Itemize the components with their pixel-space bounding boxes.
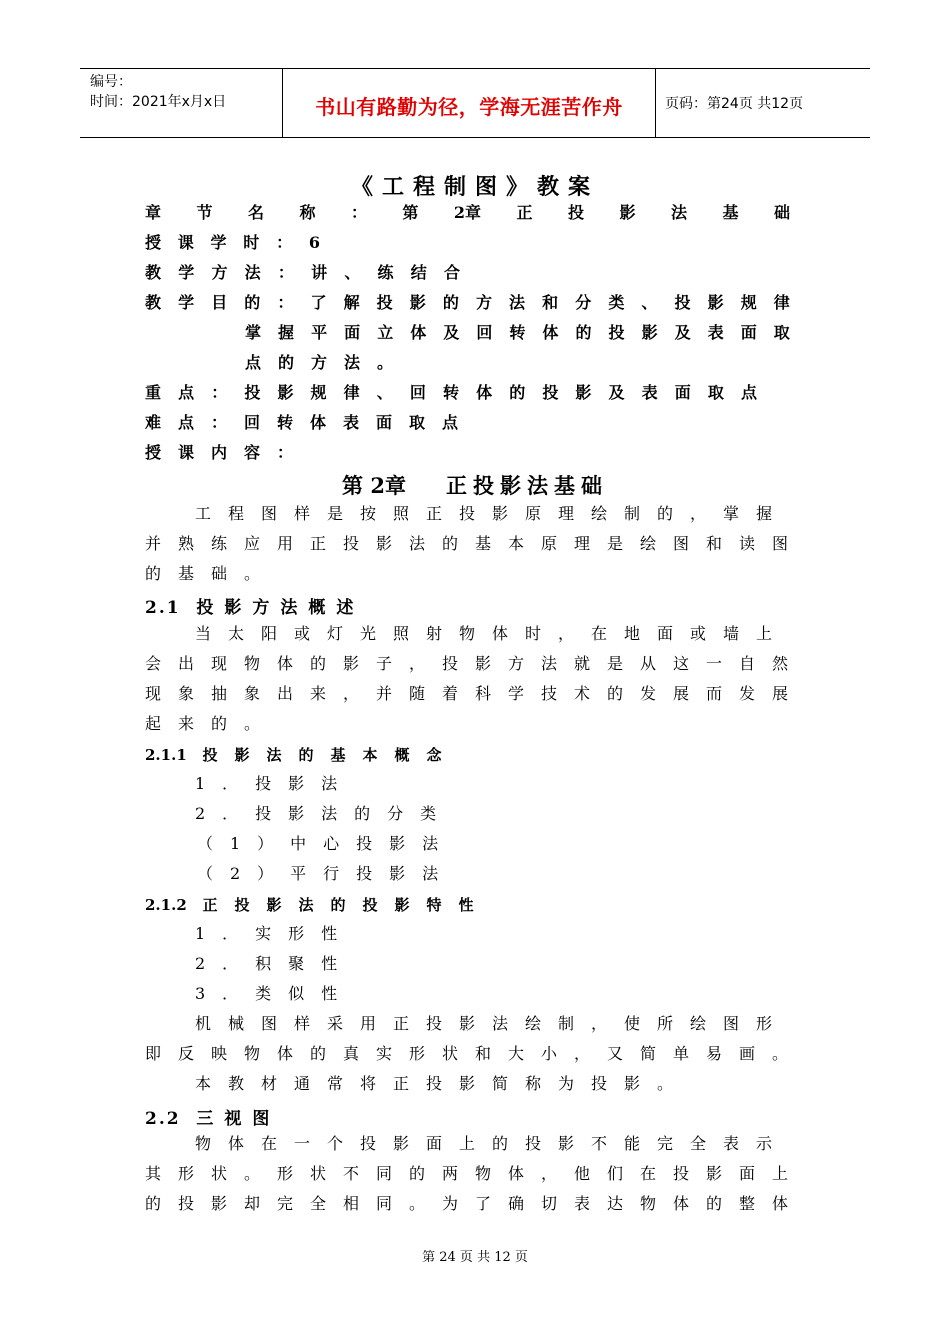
text-char: 时 (243, 233, 260, 252)
text-char: 的 (509, 383, 526, 402)
text-char: 和 (542, 293, 559, 312)
goal-line-3: 点的方法。 (245, 353, 411, 372)
text-char: 规 (310, 383, 327, 402)
text-char: 解 (343, 293, 360, 312)
time-label: 时间：2021年x月x日 (90, 94, 227, 110)
text-char: 第 (402, 203, 419, 222)
text-char: 类 (608, 293, 625, 312)
section-number: 2.1.2 (145, 896, 187, 914)
text-char: 、 (344, 263, 361, 282)
text-char: 律 (343, 383, 360, 402)
text-char: 体 (542, 323, 559, 342)
intro-line-2: 并熟练应用正投影法的基本原理是绘图和读图 (145, 534, 806, 553)
text-char: 平 (311, 323, 328, 342)
text-char: 法 (244, 263, 261, 282)
text-char: 6 (308, 233, 320, 252)
sec-2-2-line-3: 的投影却完全相同。为了确切表达物体的整体 (145, 1194, 806, 1213)
text-char: 投 (244, 383, 261, 402)
text-char: 表 (641, 383, 658, 402)
list-item: （2）平行投影法 (197, 864, 456, 883)
sec-2-1-2-para-line-2: 即反映物体的真实形状和大小，又简单易画。 (145, 1044, 806, 1063)
text-char: 了 (310, 293, 327, 312)
sec-2-1-line-1: 当太阳或灯光照射物体时，在地面或墙上 (195, 624, 790, 643)
difficulty-line: 难点：回转体表面取点 (145, 413, 476, 432)
text-char: 方 (475, 293, 492, 312)
text-char: 投 (542, 383, 559, 402)
section-title: 投影法的基本概念 (202, 746, 459, 764)
text-char: 讲 (311, 263, 328, 282)
text-char: 及 (674, 323, 691, 342)
list-item: 1．投影法 (195, 774, 355, 793)
text-char: 目 (211, 293, 228, 312)
text-char: 面 (740, 323, 757, 342)
chapter-heading (0, 470, 950, 500)
text-char: 影 (619, 203, 636, 222)
text-char: 体 (476, 383, 493, 402)
text-char: 点 (178, 383, 195, 402)
text-char: 规 (740, 293, 757, 312)
text-char: 练 (377, 263, 394, 282)
text-char: ： (276, 233, 293, 252)
text-char: 法 (670, 203, 687, 222)
chapter-number: 第 2章 (342, 473, 406, 498)
section-title: 正投影法的投影特性 (202, 896, 491, 914)
text-char: 及 (608, 383, 625, 402)
text-char: 的 (244, 293, 261, 312)
text-char: ： (277, 293, 294, 312)
text-char: 投 (608, 323, 625, 342)
text-char: 投 (376, 293, 393, 312)
method-line (145, 261, 460, 285)
section-2-2-heading (145, 1104, 280, 1129)
header-left-cell (80, 69, 282, 137)
section-title: 投影方法概述 (196, 598, 365, 618)
text-char: 教 (145, 293, 162, 312)
text-char: ： (350, 203, 367, 222)
text-char: 正 (516, 203, 533, 222)
text-char: 基 (722, 203, 739, 222)
list-item: 3．类似性 (195, 984, 355, 1003)
text-char: 学 (210, 233, 227, 252)
motto: 书山有路勤为径，学海无涯苦作舟 (315, 95, 623, 119)
text-char: 章 (145, 203, 162, 222)
text-char: 回 (409, 383, 426, 402)
text-char: 投 (568, 203, 585, 222)
text-char: 法 (509, 293, 526, 312)
page-footer: 第 24 页 共 12 页 (422, 1250, 528, 1265)
sec-2-1-2-para-line-1: 机械图样采用正投影法绘制，使所绘图形 (195, 1014, 790, 1033)
text-char: 影 (707, 293, 724, 312)
text-char: 体 (410, 323, 427, 342)
chapter-name-line (145, 201, 790, 225)
intro-line-1: 工程图样是按照正投影原理绘制的，掌握 (195, 504, 790, 523)
text-char: 投 (674, 293, 691, 312)
text-char: 课 (177, 233, 194, 252)
list-item: （1）中心投影法 (197, 834, 456, 853)
section-2-1-1-heading (145, 744, 458, 765)
chapter-title: 正投影法基础 (445, 473, 608, 498)
sec-2-1-line-3: 现象抽象出来，并随着科学技术的发展而发展 (145, 684, 806, 703)
text-char: 取 (707, 383, 724, 402)
text-char: 及 (443, 323, 460, 342)
page-code: 页码：第24页 共12页 (665, 96, 804, 112)
sec-2-2-line-1: 物体在一个投影面上的投影不能完全表示 (195, 1134, 790, 1153)
text-char: 教 (145, 263, 162, 282)
text-char: 掌 (245, 323, 262, 342)
text-char: 的 (575, 323, 592, 342)
text-char: 的 (442, 293, 459, 312)
sec-2-1-line-4: 起来的。 (145, 714, 278, 733)
hours-line (145, 231, 320, 255)
text-char: 回 (476, 323, 493, 342)
text-char: 影 (641, 323, 658, 342)
text-char: 影 (575, 383, 592, 402)
text-char: 转 (509, 323, 526, 342)
text-char: 取 (773, 323, 790, 342)
text-char: 2章 (453, 203, 482, 222)
section-2-1-heading (145, 593, 364, 618)
header-table (80, 68, 870, 138)
section-number: 2.2 (145, 1109, 181, 1129)
text-char: 授 (145, 233, 162, 252)
section-number: 2.1.1 (145, 746, 187, 764)
keypoint-line (145, 381, 757, 405)
goal-line-2 (245, 321, 790, 345)
text-char: 点 (740, 383, 757, 402)
text-char: ： (211, 383, 228, 402)
text-char: 合 (443, 263, 460, 282)
text-char: 面 (344, 323, 361, 342)
text-char: 分 (575, 293, 592, 312)
text-char: 转 (442, 383, 459, 402)
number-label: 编号： (90, 74, 132, 90)
header-right-cell (655, 69, 870, 137)
section-number: 2.1 (145, 598, 181, 618)
text-char: 学 (178, 263, 195, 282)
section-2-1-2-heading (145, 894, 490, 915)
sec-2-1-2-para-line-3: 本教材通常将正投影简称为投影。 (195, 1074, 691, 1093)
text-char: 学 (178, 293, 195, 312)
text-char: 方 (211, 263, 228, 282)
text-char: 影 (277, 383, 294, 402)
header-motto-cell (282, 69, 656, 137)
text-char: 础 (773, 203, 790, 222)
text-char: 影 (409, 293, 426, 312)
list-item: 1．实形性 (195, 924, 355, 943)
sec-2-2-line-2: 其形状。形状不同的两物体，他们在投影面上 (145, 1164, 806, 1183)
text-char: 名 (247, 203, 264, 222)
text-char: 、 (376, 383, 393, 402)
text-char: 称 (299, 203, 316, 222)
text-char: 表 (707, 323, 724, 342)
text-char: 面 (674, 383, 691, 402)
goal-line-1 (145, 291, 790, 315)
text-char: 立 (377, 323, 394, 342)
text-char: 结 (410, 263, 427, 282)
text-char: 握 (278, 323, 295, 342)
list-item: 2．积聚性 (195, 954, 355, 973)
content-label: 授课内容： (145, 443, 311, 462)
text-char: 节 (196, 203, 213, 222)
text-char: 律 (773, 293, 790, 312)
text-char: 重 (145, 383, 162, 402)
intro-line-3: 的基础。 (145, 564, 278, 583)
list-item: 2．投影法的分类 (195, 804, 454, 823)
text-char: ： (277, 263, 294, 282)
doc-title: 《工程制图》教案 (350, 174, 599, 200)
section-title: 三视图 (196, 1109, 281, 1129)
sec-2-1-line-2: 会出现物体的影子，投影方法就是从这一自然 (145, 654, 806, 673)
text-char: 、 (641, 293, 658, 312)
